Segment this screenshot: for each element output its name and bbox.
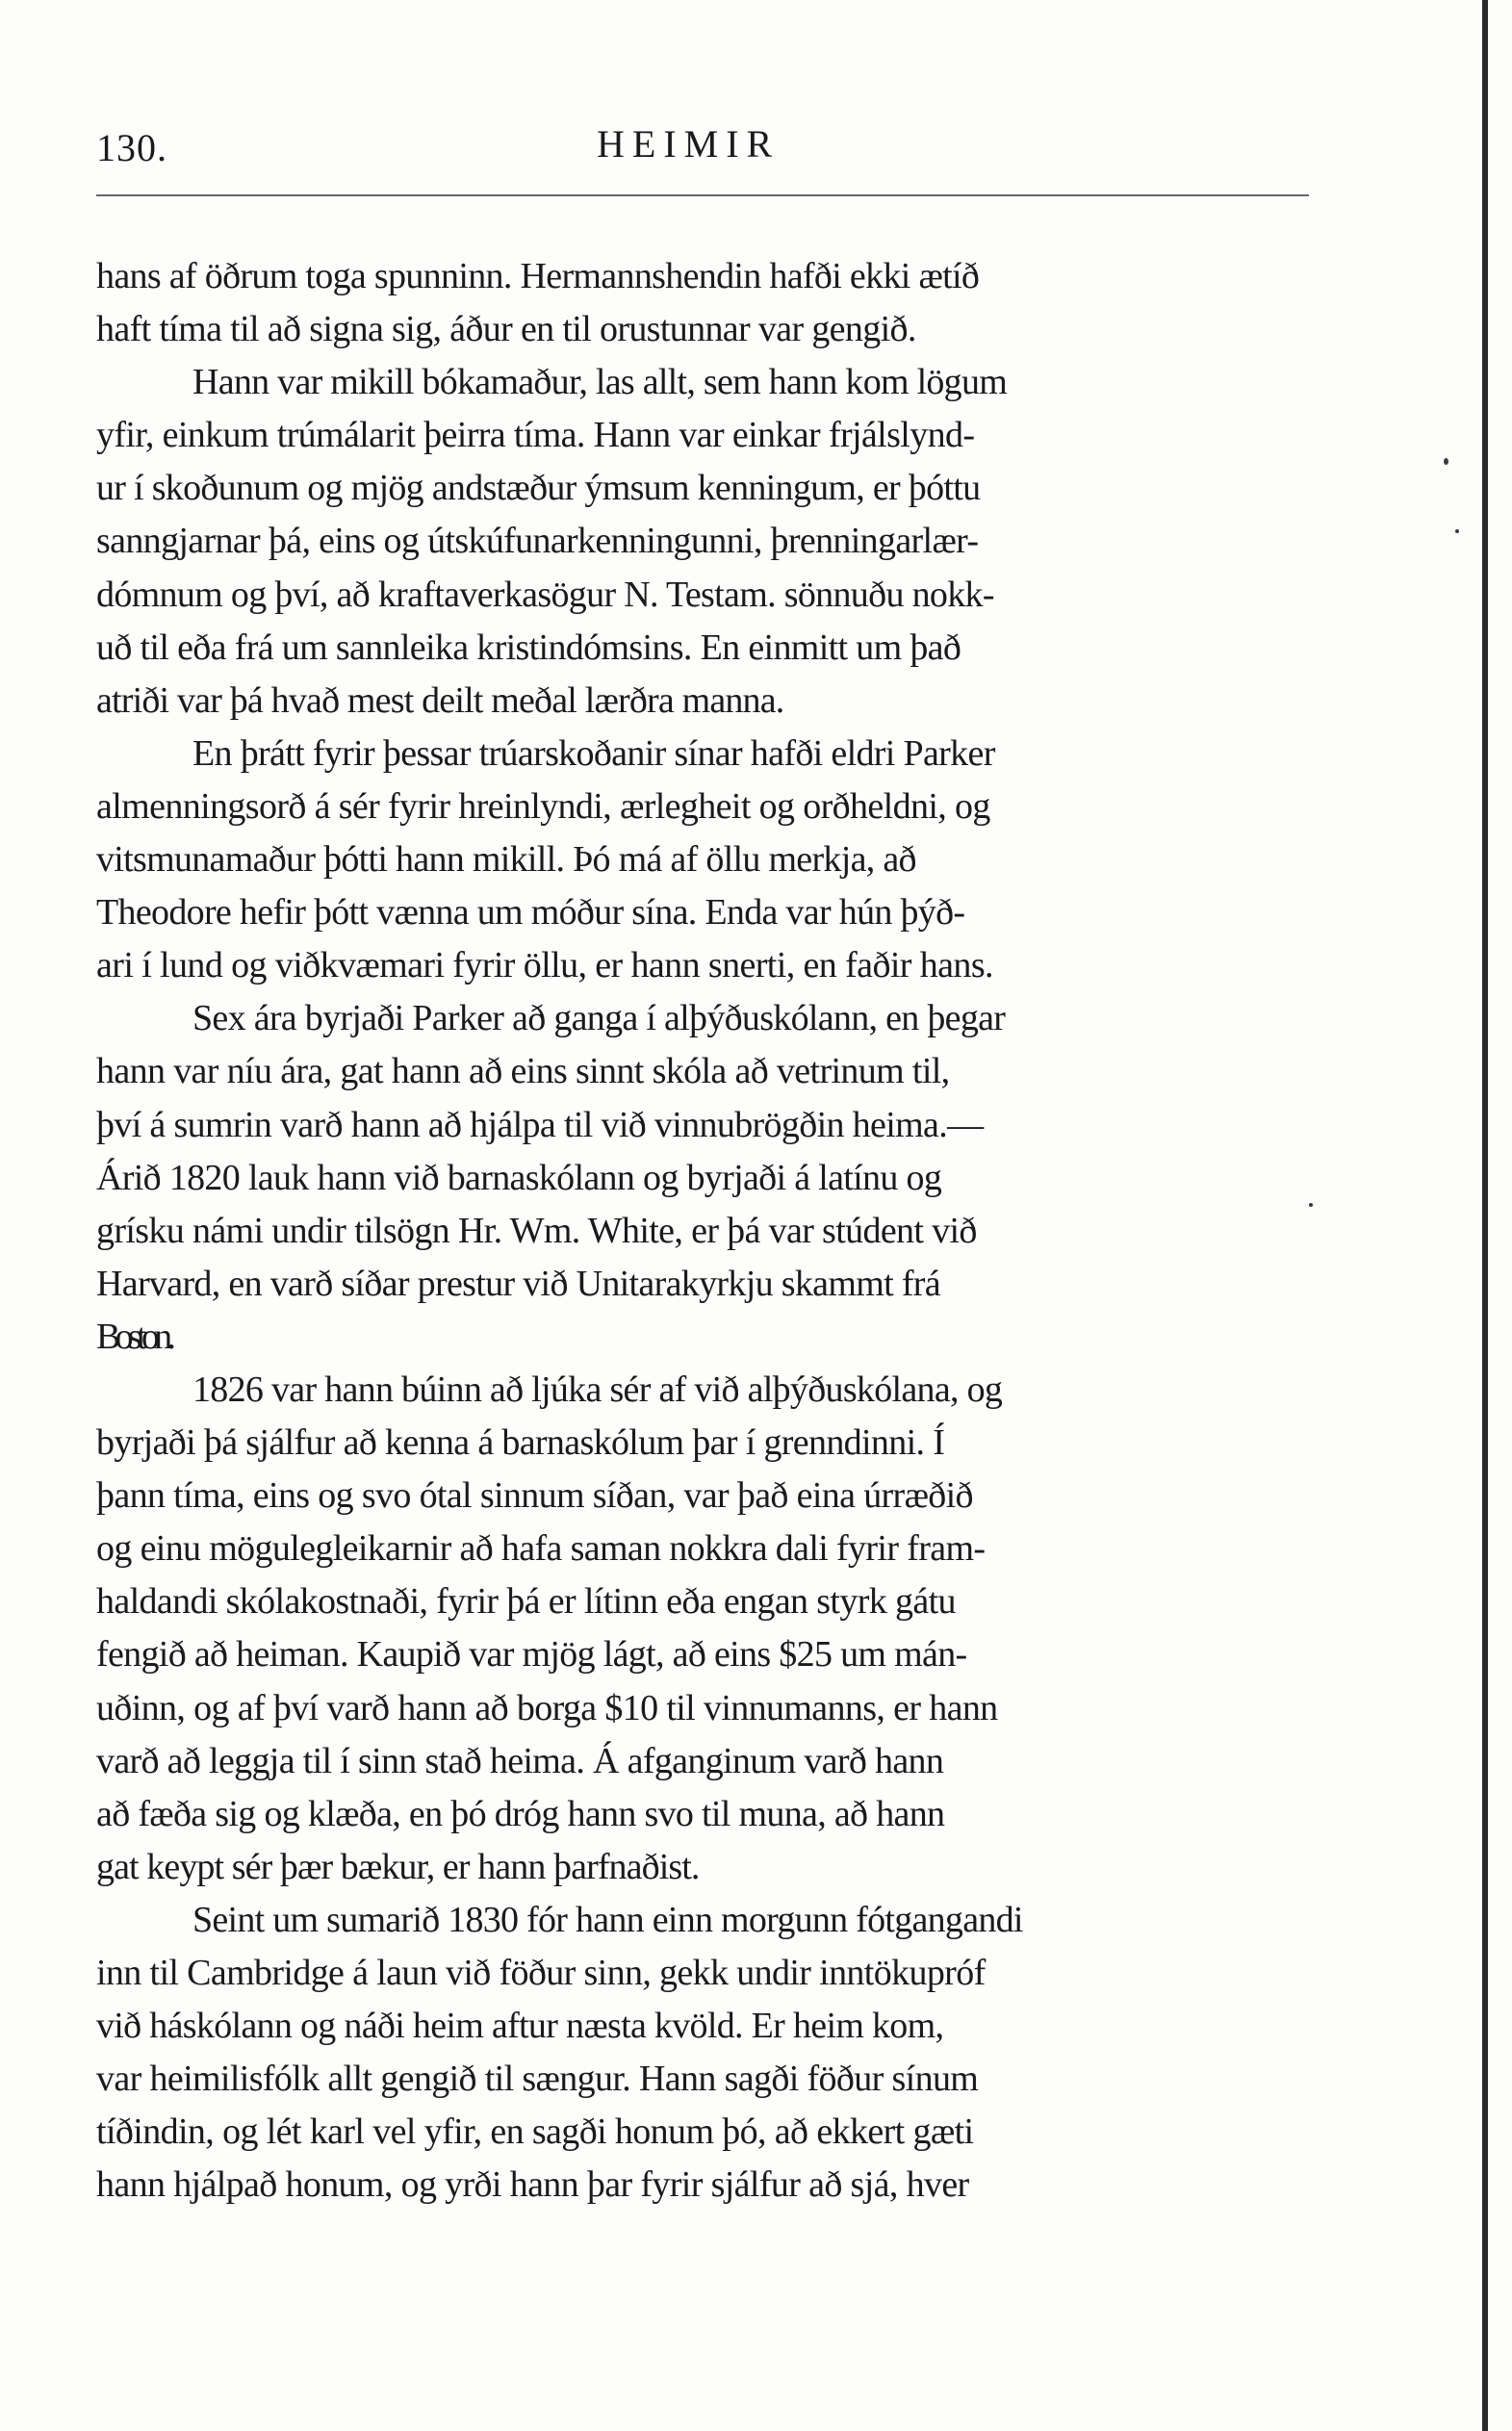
text-line: hann var níu ára, gat hann að eins sinnt skóla að vetrinum til, [96, 1051, 950, 1092]
text-line: Harvard, en varð síðar prestur við Unitarakyrkju skammt frá [96, 1263, 940, 1304]
margin-speck [1455, 529, 1459, 533]
text-line: Árið 1820 lauk hann við barnaskólann og byrjaði á latínu og [96, 1157, 942, 1198]
text-line: En þrátt fyrir þessar trúarskoðanir sínar hafði eldri Parker [192, 732, 995, 774]
text-line: ari í lund og viðkvæmari fyrir öllu, er hann snerti, en faðir hans. [96, 945, 993, 986]
text-line: uð til eða frá um sannleika kristindómsins. En einmitt um það [96, 627, 961, 668]
header-rule [96, 194, 1309, 196]
text-line: tíðindin, og lét karl vel yfir, en sagði honum þó, að ekkert gæti [96, 2111, 974, 2153]
text-line: hann hjálpað honum, og yrði hann þar fyrir sjálfur að sjá, hver [96, 2164, 969, 2206]
text-line: Seint um sumarið 1830 fór hann einn morgunn fótgangandi [192, 1899, 1023, 1940]
page-header [96, 122, 1309, 183]
text-line: ur í skoðunum og mjög andstæður ýmsum kenningum, er þóttu [96, 468, 981, 509]
text-line: og einu mögulegleikarnir að hafa saman nokkra dali fyrir fram- [96, 1528, 986, 1570]
text-line: Boston. [96, 1316, 171, 1357]
text-line: gat keypt sér þær bækur, er hann þarfnaðist. [96, 1846, 700, 1887]
text-line: Sex ára byrjaði Parker að ganga í alþýðuskólann, en þegar [192, 998, 1006, 1039]
text-line: því á sumrin varð hann að hjálpa til við vinnubrögðin heima.— [96, 1104, 984, 1145]
text-line: við háskólann og náði heim aftur næsta kvöld. Er heim kom, [96, 2006, 944, 2047]
text-line: Hann var mikill bókamaður, las allt, sem hann kom lögum [192, 362, 1008, 403]
text-line: 1826 var hann búinn að ljúka sér af við alþýðuskólana, og [192, 1369, 1003, 1410]
margin-speck [1309, 1203, 1313, 1207]
text-line: grísku námi undir tilsögn Hr. Wm. White, er þá var stúdent við [96, 1210, 977, 1251]
running-head: HEIMIR [597, 122, 781, 166]
margin-speck [1444, 458, 1448, 465]
text-line: inn til Cambridge á laun við föður sinn, gekk undir inntökupróf [96, 1953, 986, 1993]
page-edge-shadow [1482, 0, 1488, 2431]
text-line: þann tíma, eins og svo ótal sinnum síðan, var það eina úrræðið [96, 1475, 973, 1517]
text-line: var heimilisfólk allt gengið til sængur. Hann sagði föður sínum [96, 2059, 979, 2100]
text-line: atriði var þá hvað mest deilt meðal lærðra manna. [96, 679, 784, 721]
text-line: að fæða sig og klæða, en þó dróg hann svo til muna, að hann [96, 1793, 945, 1834]
text-line: almenningsorð á sér fyrir hreinlyndi, ærlegheit og orðheldni, og [96, 785, 990, 827]
text-line: vitsmunamaður þótti hann mikill. Þó má af öllu merkja, að [96, 839, 916, 881]
text-line: varð að leggja til í sinn stað heima. Á afganginum varð hann [96, 1740, 944, 1781]
text-line: fengið að heiman. Kaupið var mjög lágt, að eins $25 um mán- [96, 1634, 967, 1676]
text-line: uðinn, og af því varð hann að borga $10 til vinnumanns, er hann [96, 1687, 998, 1728]
text-line: dómnum og því, að kraftaverkasögur N. Testam. sönnuðu nokk- [96, 574, 994, 615]
body-text [96, 250, 1347, 2212]
text-line: hans af öðrum toga spunninn. Hermannshendin hafði ekki ætíð [96, 256, 980, 296]
page-number: 130. [96, 126, 167, 169]
text-line: haldandi skólakostnaði, fyrir þá er lítinn eða engan styrk gátu [96, 1581, 956, 1623]
text-line: sanngjarnar þá, eins og útskúfunarkenningunni, þrenningarlær- [96, 521, 979, 562]
text-line: haft tíma til að signa sig, áður en til orustunnar var gengið. [96, 309, 916, 350]
text-line: yfir, einkum trúmálarit þeirra tíma. Hann var einkar frjálslynd- [96, 415, 975, 456]
text-line: byrjaði þá sjálfur að kenna á barnaskólum þar í grenndinni. Í [96, 1422, 945, 1464]
text-line: Theodore hefir þótt vænna um móður sína. Enda var hún þýð- [96, 892, 965, 934]
